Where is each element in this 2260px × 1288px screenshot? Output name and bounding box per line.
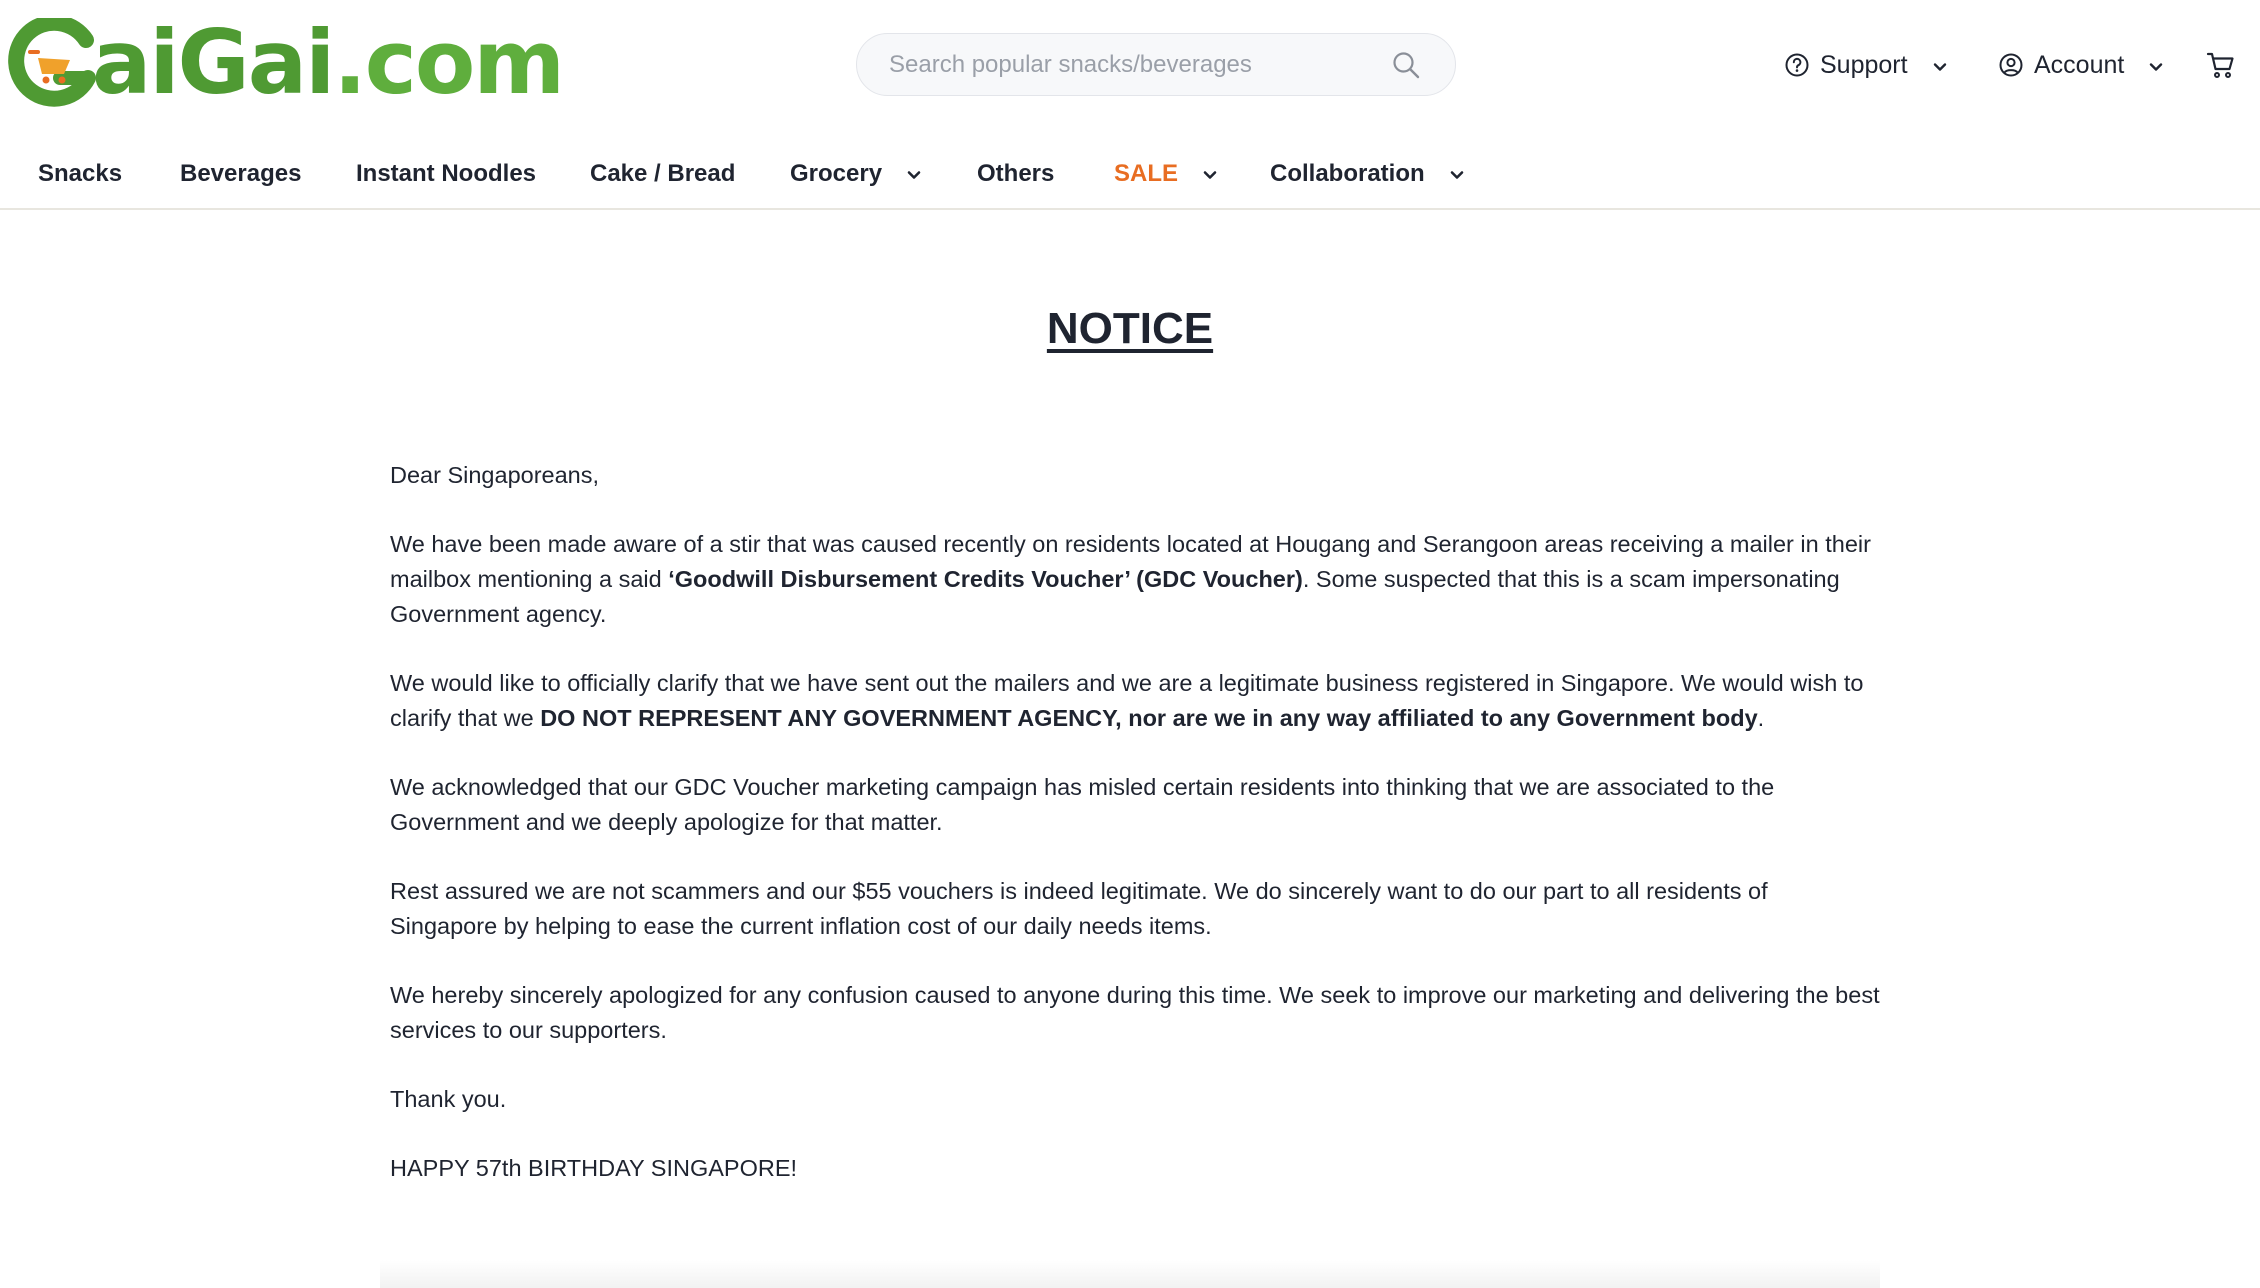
chevron-down-icon[interactable]: [2146, 55, 2166, 75]
text: . Some suspected that this is a scam impersonating Government agency.: [390, 566, 1840, 627]
nav-item-cake-bread[interactable]: [590, 152, 735, 196]
nav-label[interactable]: Grocery: [790, 160, 883, 187]
nav-item-beverages[interactable]: [180, 152, 301, 196]
user-circle-icon: [1998, 52, 2024, 78]
chevron-down-icon[interactable]: [1447, 164, 1467, 184]
footer-shadow: [380, 1260, 1880, 1288]
account-menu[interactable]: [1998, 48, 2166, 82]
support-menu[interactable]: [1784, 48, 1950, 82]
text: We would like to officially clarify that we have sent out the mailers and we are a legitimate business registered in Singapore. We would wish to clarify that we: [390, 670, 1864, 731]
disclaimer-emphasis: DO NOT REPRESENT ANY GOVERNMENT AGENCY, nor are we in any way affiliated to any Government body: [540, 705, 1758, 731]
paragraph-clarify: [390, 666, 1880, 736]
text: We have been made aware of a stir that was caused recently on residents located at Hougang and Serangoon areas receiving a mailer in their mailbox mentioning a said: [390, 531, 1871, 592]
nav-label[interactable]: Cake / Bread: [590, 160, 736, 187]
chevron-down-icon[interactable]: [1200, 164, 1220, 184]
search-bar[interactable]: [856, 33, 1456, 96]
nav-item-instant-noodles[interactable]: [356, 152, 536, 196]
nav-label[interactable]: SALE: [1114, 160, 1179, 187]
page-title: NOTICE: [1046, 304, 1214, 353]
nav-item-others[interactable]: [977, 152, 1054, 196]
search-input[interactable]: [889, 51, 1389, 79]
nav-label[interactable]: Others: [977, 160, 1055, 187]
closing-paragraph: HAPPY 57th BIRTHDAY SINGAPORE!: [390, 1155, 798, 1181]
paragraph-assurance: Rest assured we are not scammers and our $55 vouchers is indeed legitimate. We do sincerely want to do our part to all residents of Singapore by helping to ease the current inflation cost of our daily needs items.: [390, 878, 1768, 939]
category-nav: [0, 140, 2260, 210]
nav-item-sale[interactable]: [1114, 152, 1220, 196]
paragraph-confusion: We hereby sincerely apologized for any confusion caused to anyone during this time. We seek to improve our marketing and delivering the best services to our supporters.: [390, 982, 1880, 1043]
site-logo[interactable]: [8, 11, 568, 114]
nav-label[interactable]: Beverages: [180, 160, 302, 187]
paragraph-apology: We acknowledged that our GDC Voucher marketing campaign has misled certain residents into thinking that we are associated to the Government and we deeply apologize for that matter.: [390, 774, 1775, 835]
nav-item-collaboration[interactable]: [1270, 152, 1467, 196]
nav-label[interactable]: Collaboration: [1270, 160, 1425, 187]
chevron-down-icon[interactable]: [904, 164, 924, 184]
logo-wordmark: aiGai.com: [92, 11, 564, 114]
account-label[interactable]: Account: [2034, 50, 2125, 79]
voucher-name: ‘Goodwill Disbursement Credits Voucher’ (GDC Voucher): [668, 566, 1303, 592]
notice-body: [390, 458, 1880, 1220]
support-label[interactable]: Support: [1820, 50, 1908, 79]
thanks-paragraph: Thank you.: [390, 1086, 507, 1112]
logo-g-cart-icon: [8, 18, 98, 108]
site-header: [0, 0, 2260, 130]
nav-label[interactable]: Instant Noodles: [356, 160, 537, 187]
nav-item-snacks[interactable]: [38, 152, 122, 196]
paragraph-mailer: [390, 527, 1880, 632]
search-icon[interactable]: [1391, 50, 1421, 80]
nav-item-grocery[interactable]: [790, 152, 924, 196]
cart-icon[interactable]: [2206, 50, 2236, 80]
text: .: [1757, 705, 1765, 731]
chevron-down-icon[interactable]: [1930, 55, 1950, 75]
help-circle-icon: [1784, 52, 1810, 78]
nav-label[interactable]: Snacks: [38, 160, 123, 187]
greeting-paragraph: Dear Singaporeans,: [390, 462, 600, 488]
